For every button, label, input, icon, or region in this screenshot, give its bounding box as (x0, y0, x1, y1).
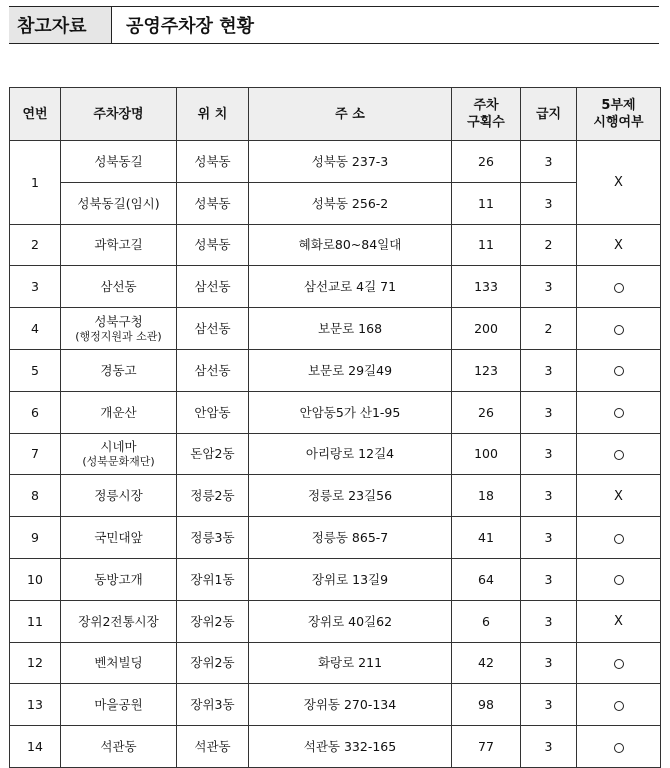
cell-grade: 3 (521, 433, 577, 475)
cell-grade: 2 (521, 308, 577, 350)
cell-address: 정릉로 23길56 (249, 475, 452, 517)
table-row (10, 349, 661, 391)
table-row (10, 433, 661, 475)
cell-location: 성북동 (177, 182, 249, 224)
parking-name: 삼선동 (100, 279, 137, 295)
circle-mark-icon (614, 366, 624, 376)
circle-mark-icon (614, 575, 624, 585)
cell-location: 성북동 (177, 224, 249, 266)
cell-spaces: 133 (452, 266, 521, 308)
cell-grade: 3 (521, 141, 577, 183)
cell-location: 장위3동 (177, 684, 249, 726)
cell-five-day (577, 349, 661, 391)
parking-name-note: (성북문화재단) (82, 454, 155, 468)
cell-location: 석관동 (177, 726, 249, 768)
cell-spaces: 77 (452, 726, 521, 768)
cell-address: 장위로 13길9 (249, 558, 452, 600)
cell-grade: 3 (521, 558, 577, 600)
parking-name: 동방고개 (94, 571, 143, 587)
cell-no: 6 (10, 391, 61, 433)
cell-no: 12 (10, 642, 61, 684)
cell-location: 장위1동 (177, 558, 249, 600)
cell-grade: 3 (521, 642, 577, 684)
cell-spaces: 41 (452, 517, 521, 559)
cell-location: 성북동 (177, 141, 249, 183)
cell-grade: 3 (521, 600, 577, 642)
cell-spaces: 42 (452, 642, 521, 684)
cell-spaces: 11 (452, 224, 521, 266)
parking-name: 정릉시장 (94, 488, 143, 504)
cell-address: 장위동 270-134 (249, 684, 452, 726)
cell-five-day (577, 224, 661, 266)
cell-name (61, 642, 177, 684)
cell-name (61, 600, 177, 642)
cell-grade: 3 (521, 182, 577, 224)
col-header-spaces: 주차 구획수 (452, 88, 521, 141)
cell-five-day (577, 475, 661, 517)
cell-name (61, 308, 177, 350)
page-title: 공영주차장 현황 (126, 16, 254, 37)
cell-spaces: 98 (452, 684, 521, 726)
cell-address: 혜화로80~84일대 (249, 224, 452, 266)
table-row (10, 558, 661, 600)
cell-no: 8 (10, 475, 61, 517)
parking-name: 경동고 (100, 362, 137, 378)
cell-five-day (577, 517, 661, 559)
circle-mark-icon (614, 534, 624, 544)
table-row (10, 684, 661, 726)
cell-spaces: 18 (452, 475, 521, 517)
cell-grade: 3 (521, 517, 577, 559)
cell-five-day (577, 558, 661, 600)
col-header-name: 주차장명 (61, 88, 177, 141)
table-row (10, 517, 661, 559)
table-row (10, 266, 661, 308)
parking-name: 성북동길(임시) (77, 195, 160, 211)
parking-table (9, 87, 661, 768)
parking-name: 마을공원 (94, 697, 143, 713)
table-body (10, 141, 661, 768)
cell-location: 장위2동 (177, 642, 249, 684)
table-row (10, 141, 661, 183)
cell-grade: 3 (521, 391, 577, 433)
parking-name: 개운산 (100, 404, 137, 420)
table-row (10, 475, 661, 517)
parking-name: 성북구청 (94, 313, 143, 329)
x-mark: X (614, 614, 623, 630)
cell-address: 아리랑로 12길4 (249, 433, 452, 475)
cell-name (61, 517, 177, 559)
circle-mark-icon (614, 450, 624, 460)
cell-address: 보문로 29길49 (249, 349, 452, 391)
x-mark: X (614, 237, 623, 253)
parking-name: 시네마 (100, 438, 137, 454)
col-header-no: 연번 (10, 88, 61, 141)
cell-address: 성북동 237-3 (249, 141, 452, 183)
cell-five-day (577, 642, 661, 684)
x-mark: X (614, 175, 623, 191)
cell-spaces: 26 (452, 141, 521, 183)
cell-name (61, 684, 177, 726)
cell-no: 3 (10, 266, 61, 308)
cell-name (61, 349, 177, 391)
cell-address: 석관동 332-165 (249, 726, 452, 768)
parking-name: 석관동 (100, 739, 137, 755)
table-row (10, 726, 661, 768)
col-header-location: 위 치 (177, 88, 249, 141)
cell-name (61, 475, 177, 517)
cell-five-day (577, 726, 661, 768)
cell-grade: 2 (521, 224, 577, 266)
x-mark: X (614, 488, 623, 504)
cell-spaces: 200 (452, 308, 521, 350)
cell-no: 10 (10, 558, 61, 600)
table-row (10, 391, 661, 433)
circle-mark-icon (614, 743, 624, 753)
cell-location: 장위2동 (177, 600, 249, 642)
cell-grade: 3 (521, 726, 577, 768)
table-header-row (10, 88, 661, 141)
cell-name (61, 433, 177, 475)
cell-no: 4 (10, 308, 61, 350)
section-header (9, 6, 659, 44)
cell-location: 삼선동 (177, 308, 249, 350)
cell-location: 삼선동 (177, 266, 249, 308)
cell-no: 14 (10, 726, 61, 768)
cell-address: 장위로 40길62 (249, 600, 452, 642)
cell-no: 13 (10, 684, 61, 726)
cell-no: 1 (10, 141, 61, 225)
table-row (10, 182, 661, 224)
reference-tag: 참고자료 (9, 7, 112, 43)
circle-mark-icon (614, 701, 624, 711)
cell-name (61, 141, 177, 183)
col-header-grade: 급지 (521, 88, 577, 141)
cell-location: 정릉2동 (177, 475, 249, 517)
cell-address: 보문로 168 (249, 308, 452, 350)
cell-name (61, 182, 177, 224)
col-header-five-day: 5부제 시행여부 (577, 88, 661, 141)
cell-spaces: 123 (452, 349, 521, 391)
cell-grade: 3 (521, 684, 577, 726)
parking-name: 국민대앞 (94, 530, 143, 546)
cell-location: 돈암2동 (177, 433, 249, 475)
cell-address: 안암동5가 산1-95 (249, 391, 452, 433)
cell-spaces: 26 (452, 391, 521, 433)
table-row (10, 642, 661, 684)
cell-location: 정릉3동 (177, 517, 249, 559)
cell-location: 삼선동 (177, 349, 249, 391)
circle-mark-icon (614, 659, 624, 669)
cell-grade: 3 (521, 475, 577, 517)
cell-name (61, 391, 177, 433)
cell-no: 7 (10, 433, 61, 475)
cell-address: 삼선교로 4길 71 (249, 266, 452, 308)
cell-name (61, 558, 177, 600)
cell-five-day (577, 600, 661, 642)
cell-spaces: 6 (452, 600, 521, 642)
cell-five-day (577, 433, 661, 475)
parking-name: 성북동길 (94, 153, 143, 169)
parking-name: 과학고길 (94, 237, 143, 253)
cell-grade: 3 (521, 349, 577, 391)
cell-grade: 3 (521, 266, 577, 308)
cell-address: 화랑로 211 (249, 642, 452, 684)
parking-name: 벤처빌딩 (94, 655, 143, 671)
cell-name (61, 224, 177, 266)
cell-name (61, 266, 177, 308)
cell-location: 안암동 (177, 391, 249, 433)
circle-mark-icon (614, 325, 624, 335)
cell-five-day (577, 308, 661, 350)
cell-five-day (577, 684, 661, 726)
parking-name: 장위2전통시장 (78, 613, 159, 629)
cell-no: 2 (10, 224, 61, 266)
cell-spaces: 11 (452, 182, 521, 224)
cell-spaces: 100 (452, 433, 521, 475)
cell-five-day (577, 141, 661, 225)
parking-name-note: (행정지원과 소관) (75, 329, 162, 343)
circle-mark-icon (614, 283, 624, 293)
cell-no: 11 (10, 600, 61, 642)
col-header-address: 주 소 (249, 88, 452, 141)
cell-five-day (577, 266, 661, 308)
cell-spaces: 64 (452, 558, 521, 600)
cell-name (61, 726, 177, 768)
table-row (10, 600, 661, 642)
cell-no: 9 (10, 517, 61, 559)
circle-mark-icon (614, 408, 624, 418)
cell-no: 5 (10, 349, 61, 391)
cell-five-day (577, 391, 661, 433)
table-row (10, 308, 661, 350)
table-row (10, 224, 661, 266)
cell-address: 정릉동 865-7 (249, 517, 452, 559)
cell-address: 성북동 256-2 (249, 182, 452, 224)
